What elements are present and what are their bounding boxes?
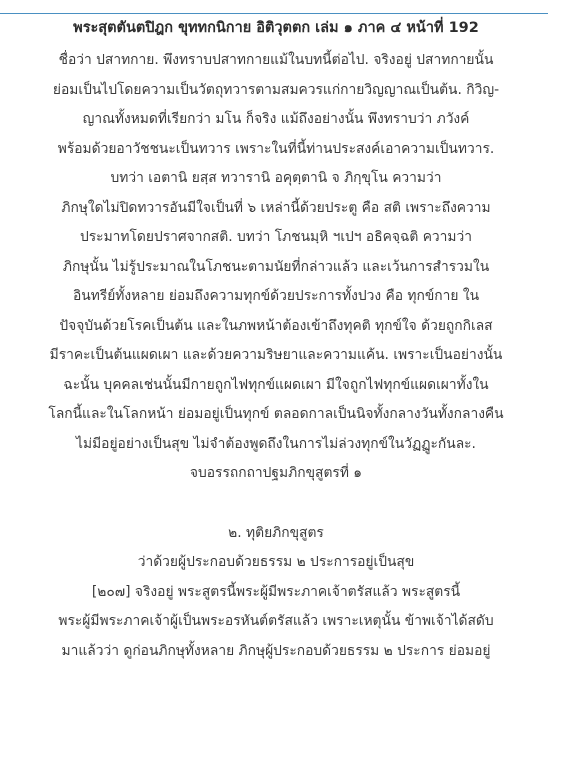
text-line: ปัจจุบันด้วยโรคเป็นต้น และในภพหน้าต้องเข้าถึงทุคติ ทุกข์ใจ ด้วยถูกกิเลส — [59, 317, 493, 334]
text-line: มีราคะเป็นต้นแผดเผา และด้วยความริษยาและความแค้น. เพราะเป็นอย่างนั้น — [49, 347, 503, 363]
section-heading: ๒. ทุติยภิกขุสูตร — [228, 524, 324, 541]
sutta-section — [0, 519, 552, 667]
text-line: ภิกษุใดไม่ปิดทวารอันมีใจเป็นที่ ๖ เหล่านี้ด้วยประตู คือ สติ เพราะถึงความ — [61, 199, 491, 216]
document-page — [0, 14, 552, 666]
text-line: อินทรีย์ทั้งหลาย ย่อมถึงความทุกข์ด้วยประการทั้งปวง คือ ทุกข์กาย ใน — [72, 288, 480, 304]
text-line: ฉะนั้น บุคคลเช่นนั้นมีกายถูกไฟทุกข์แผดเผา มีใจถูกไฟทุกข์แผดเผาทั้งใน — [63, 376, 489, 393]
page-title: พระสุตตันตปิฎก ขุททกนิกาย อิติวุตตก เล่ม ๑ ภาค ๔ หน้าที่ 192 — [73, 20, 479, 36]
text-line: ภิกษุนั้น ไม่รู้ประมาณในโภชนะตามนัยที่กล่าวแล้ว และเว้นการสำรวมใน — [62, 258, 490, 275]
commentary-text — [0, 46, 552, 489]
text-line: พระผู้มีพระภาคเจ้าผู้เป็นพระอรหันต์ตรัสแล้ว เพราะเหตุนั้น ข้าพเจ้าได้สดับ — [58, 613, 494, 629]
section-end-note: จบอรรถกถาปฐมภิกขุสูตรที่ ๑ — [189, 465, 363, 481]
text-line: โลกนี้และในโลกหน้า ย่อมอยู่เป็นทุกข์ ตลอดกาลเป็นนิจทั้งกลางวันทั้งกลางคืน — [48, 406, 504, 422]
text-line: ประมาทโดยปราศจากสติ. บทว่า โภชนมฺหิ ฯเปฯ อธิคจฺฉติ ความว่า — [79, 229, 473, 245]
text-line: ญาณทั้งหมดที่เรียกว่า มโน ก็จริง แม้ถึงอย่างนั้น พึงทราบว่า ภวังค์ — [82, 111, 470, 127]
text-line: ไม่มีอยู่อย่างเป็นสุข ไม่จำต้องพูดถึงในการไม่ล่วงทุกข์ในวัฏฏูะกันละ. — [76, 435, 476, 452]
section-gap — [0, 489, 552, 519]
text-line: ย่อมเป็นไปโดยความเป็นวัตถุทวารตามสมควรแก่กายวิญญาณเป็นต้น. กิวิญ- — [52, 81, 500, 98]
text-line: ชื่อว่า ปสาทกาย. พึงทราบปสาทกายแม้ในบทนี้ต่อไป. จริงอยู่ ปสาทกายนั้น — [58, 52, 494, 68]
text-line: [๒๐๗] จริงอยู่ พระสูตรนี้พระผู้มีพระภาคเจ้าตรัสแล้ว พระสูตรนี้ — [91, 583, 461, 600]
text-line: พร้อมด้วยอาวัชชนะเป็นทวาร เพราะในที่นี้ท่านประสงค์เอาความเป็นทวาร. — [57, 140, 495, 157]
section-subheading: ว่าด้วยผู้ประกอบด้วยธรรม ๒ ประการอยู่เป็นสุข — [137, 554, 415, 570]
text-line: มาแล้วว่า ดูก่อนภิกษุทั้งหลาย ภิกษุผู้ประกอบด้วยธรรม ๒ ประการ ย่อมอยู่ — [61, 642, 491, 659]
text-line: บทว่า เอตานิ ยสฺส ทวารานิ อคุตฺตานิ จ ภิกฺขุโน ความว่า — [110, 170, 442, 186]
